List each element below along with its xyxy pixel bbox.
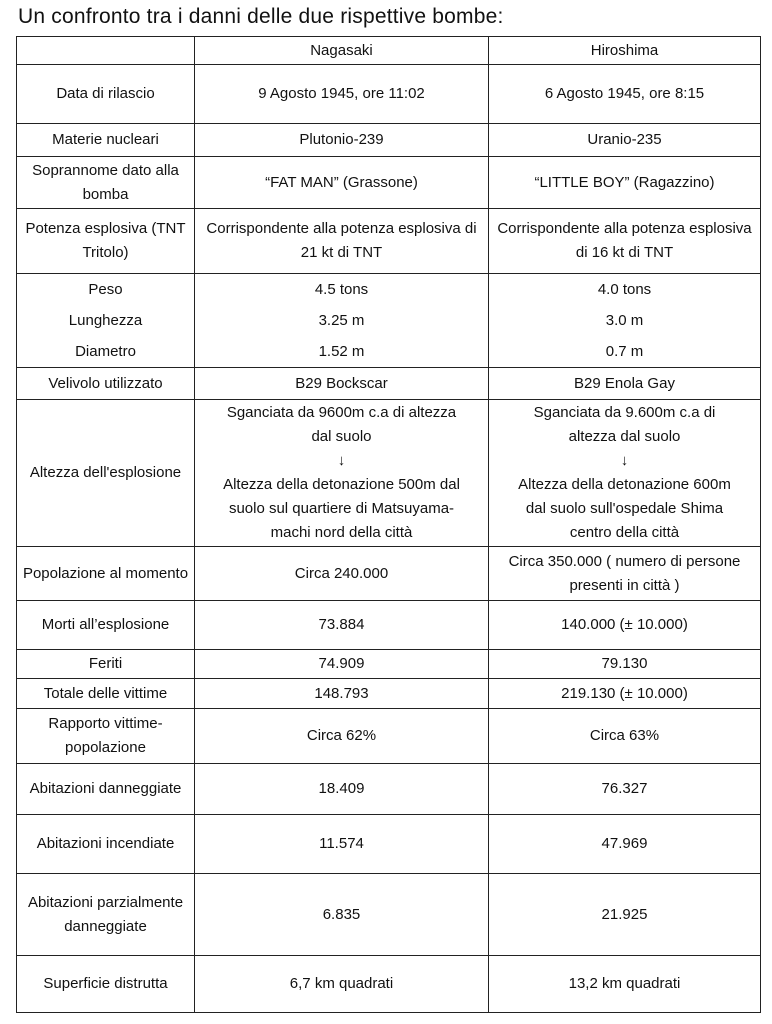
row-label: Abitazioni danneggiate [17, 764, 195, 815]
table-row [17, 650, 761, 679]
hiroshima-drop-line-1: Sganciata da 9.600m c.a di [533, 404, 716, 421]
nagasaki-cell: 6.835 [195, 874, 489, 956]
row-label: Abitazioni parzialmente danneggiate [17, 874, 195, 956]
nagasaki-cell: Circa 62% [195, 709, 489, 764]
hiroshima-cell: B29 Enola Gay [489, 368, 761, 400]
hiroshima-cell: “LITTLE BOY” (Ragazzino) [489, 157, 761, 209]
table-row [17, 65, 761, 124]
hiroshima-weight: 4.0 tons [597, 281, 652, 298]
nagasaki-cell: 11.574 [195, 815, 489, 874]
nagasaki-drop-line-2: dal suolo [311, 428, 372, 445]
row-label: Data di rilascio [17, 65, 195, 124]
page-title: Un confronto tra i danni delle due rispettive bombe: [18, 5, 504, 28]
hiroshima-cell [489, 274, 761, 368]
row-label: Soprannome dato alla bomba [17, 157, 195, 209]
nagasaki-length: 3.25 m [318, 312, 365, 329]
table-row [17, 874, 761, 956]
label-diameter: Diametro [75, 343, 136, 360]
hiroshima-cell: 79.130 [489, 650, 761, 679]
table-row [17, 157, 761, 209]
hiroshima-cell: 13,2 km quadrati [489, 956, 761, 1013]
nagasaki-detonation-line-2: suolo sul quartiere di Matsuyama- [228, 500, 455, 517]
nagasaki-cell: 6,7 km quadrati [195, 956, 489, 1013]
table-row [17, 547, 761, 601]
header-nagasaki: Nagasaki [195, 37, 489, 65]
hiroshima-detonation-line-2: dal suolo sull'ospedale Shima [525, 500, 724, 517]
nagasaki-detonation-line-3: machi nord della città [270, 524, 413, 541]
row-label: Rapporto vittime-popolazione [17, 709, 195, 764]
row-label: Abitazioni incendiate [17, 815, 195, 874]
hiroshima-length: 3.0 m [605, 312, 644, 329]
row-label: Popolazione al momento [17, 547, 195, 601]
table-row [17, 209, 761, 274]
nagasaki-weight: 4.5 tons [314, 281, 369, 298]
row-label: Superficie distrutta [17, 956, 195, 1013]
nagasaki-drop-line-1: Sganciata da 9600m c.a di altezza [226, 404, 457, 421]
table-row [17, 400, 761, 547]
row-label: Velivolo utilizzato [17, 368, 195, 400]
hiroshima-cell: Circa 350.000 ( numero di persone presenti in città ) [489, 547, 761, 601]
table-row [17, 956, 761, 1013]
hiroshima-cell: 140.000 (± 10.000) [489, 601, 761, 650]
row-label: Potenza esplosiva (TNT Tritolo) [17, 209, 195, 274]
header-hiroshima: Hiroshima [489, 37, 761, 65]
hiroshima-cell: Corrispondente alla potenza esplosiva di 16 kt di TNT [489, 209, 761, 274]
nagasaki-cell: 9 Agosto 1945, ore 11:02 [195, 65, 489, 124]
table-row [17, 764, 761, 815]
table-row [17, 679, 761, 709]
row-label: Altezza dell'esplosione [17, 400, 195, 547]
label-length: Lunghezza [68, 312, 143, 329]
nagasaki-cell: Corrispondente alla potenza esplosiva di 21 kt di TNT [195, 209, 489, 274]
nagasaki-cell: 73.884 [195, 601, 489, 650]
comparison-table [16, 36, 761, 1013]
hiroshima-cell: 6 Agosto 1945, ore 8:15 [489, 65, 761, 124]
table-row [17, 368, 761, 400]
row-label: Materie nucleari [17, 124, 195, 157]
hiroshima-cell: 76.327 [489, 764, 761, 815]
row-label: Morti all’esplosione [17, 601, 195, 650]
row-label: Feriti [17, 650, 195, 679]
hiroshima-cell: 219.130 (± 10.000) [489, 679, 761, 709]
hiroshima-diameter: 0.7 m [605, 343, 644, 360]
row-label-group [17, 274, 195, 368]
header-empty-cell [17, 37, 195, 65]
hiroshima-cell: Circa 63% [489, 709, 761, 764]
nagasaki-cell: “FAT MAN” (Grassone) [195, 157, 489, 209]
nagasaki-cell [195, 274, 489, 368]
hiroshima-cell: 47.969 [489, 815, 761, 874]
hiroshima-cell: 21.925 [489, 874, 761, 956]
nagasaki-cell: 148.793 [195, 679, 489, 709]
table-header-row [17, 37, 761, 65]
hiroshima-detonation-line-1: Altezza della detonazione 600m [518, 476, 731, 493]
down-arrow-icon: ↓ [620, 452, 629, 469]
hiroshima-cell: Uranio-235 [489, 124, 761, 157]
table-row [17, 709, 761, 764]
hiroshima-cell [489, 400, 761, 547]
table-row [17, 124, 761, 157]
nagasaki-cell [195, 400, 489, 547]
nagasaki-cell: Plutonio-239 [195, 124, 489, 157]
hiroshima-detonation-line-3: centro della città [569, 524, 680, 541]
nagasaki-cell: 74.909 [195, 650, 489, 679]
table-row [17, 274, 761, 368]
row-label: Totale delle vittime [17, 679, 195, 709]
down-arrow-icon: ↓ [337, 452, 346, 469]
nagasaki-cell: 18.409 [195, 764, 489, 815]
label-weight: Peso [88, 281, 123, 298]
nagasaki-diameter: 1.52 m [318, 343, 365, 360]
table-row [17, 815, 761, 874]
nagasaki-detonation-line-1: Altezza della detonazione 500m dal [223, 476, 460, 493]
nagasaki-cell: Circa 240.000 [195, 547, 489, 601]
hiroshima-drop-line-2: altezza dal suolo [568, 428, 681, 445]
nagasaki-cell: B29 Bockscar [195, 368, 489, 400]
table-row [17, 601, 761, 650]
